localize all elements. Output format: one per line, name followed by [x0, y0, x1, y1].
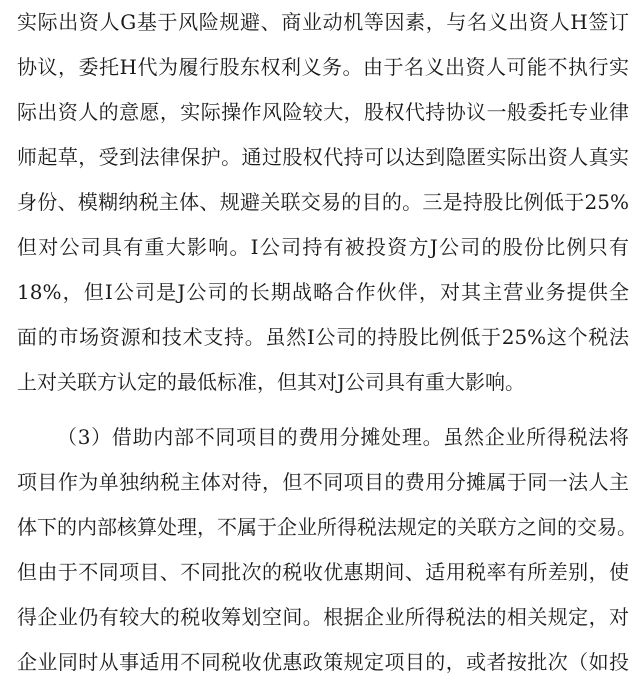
text-line: 体下的内部核算处理，不属于企业所得税法规定的关联方之间的交易。 — [17, 515, 637, 539]
text-line: 项目作为单独纳税主体对待，但不同项目的费用分摊属于同一法人主 — [17, 470, 629, 494]
text-line: 师起草，受到法律保护。通过股权代持可以达到隐匿实际出资人真实 — [17, 145, 629, 169]
text-line: 际出资人的意愿，实际操作风险较大，股权代持协议一般委托专业律 — [17, 100, 629, 124]
text-line: 身份、模糊纳税主体、规避关联交易的目的。三是持股比例低于25% — [17, 190, 629, 214]
text-line: 企业同时从事适用不同税收优惠政策规定项目的，或者按批次（如投 — [17, 650, 629, 674]
text-line: 面的市场资源和技术支持。虽然I公司的持股比例低于25%这个税法 — [17, 325, 629, 349]
text-line: 协议，委托H代为履行股东权利义务。由于名义出资人可能不执行实 — [17, 55, 629, 79]
text-line: 得企业仍有较大的税收筹划空间。根据企业所得税法的相关规定，对 — [17, 605, 629, 629]
text-line: 但对公司具有重大影响。I公司持有被投资方J公司的股份比例只有 — [17, 235, 629, 259]
text-line: 实际出资人G基于风险规避、商业动机等因素，与名义出资人H签订 — [17, 10, 629, 34]
text-line: 上对关联方认定的最低标准，但其对J公司具有重大影响。 — [17, 370, 526, 394]
text-line: 18%，但I公司是J公司的长期战略合作伙伴，对其主营业务提供全 — [17, 280, 629, 304]
text-line: 但由于不同项目、不同批次的税收优惠期间、适用税率有所差别，使 — [17, 560, 629, 584]
paragraph-start-line: （3）借助内部不同项目的费用分摊处理。虽然企业所得税法将 — [57, 425, 629, 449]
